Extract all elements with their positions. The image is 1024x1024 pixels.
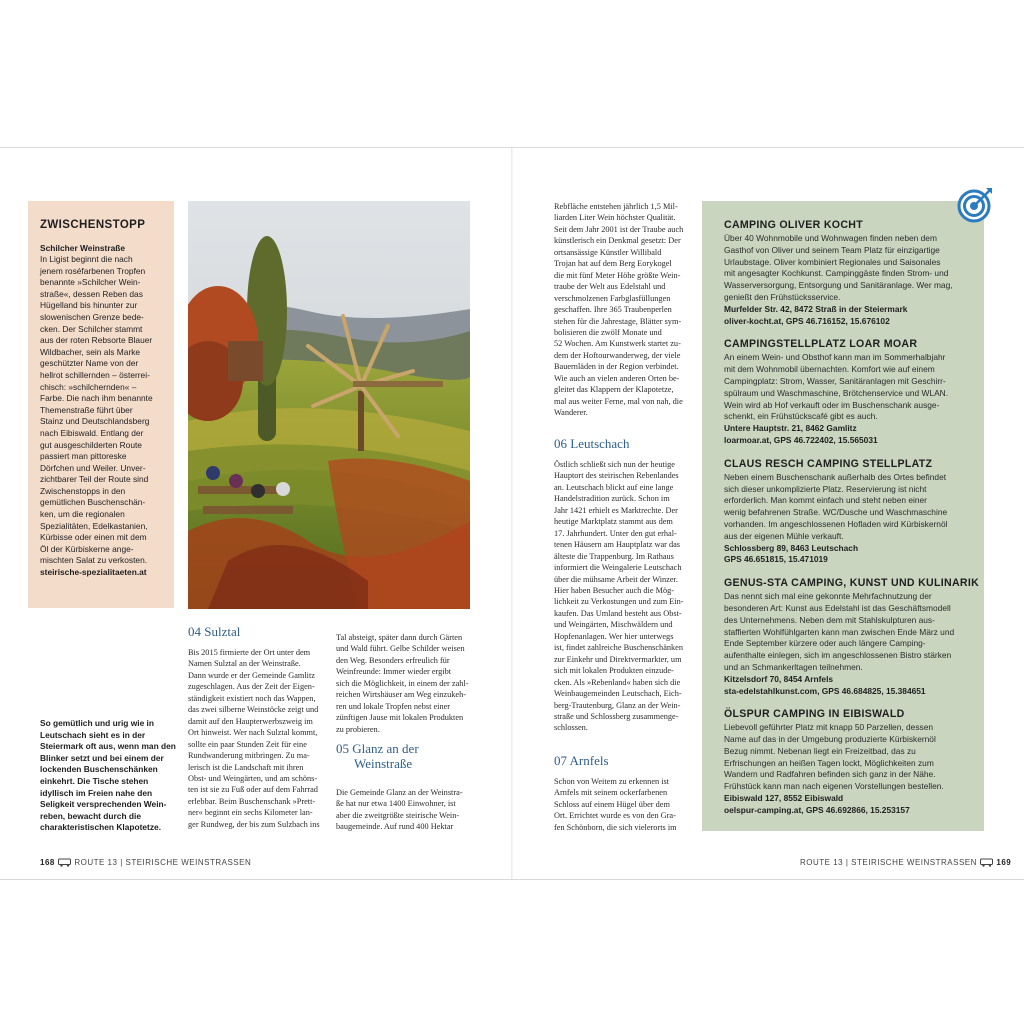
book-spread [0,147,1024,880]
zwischenstopp-title: ZWISCHENSTOPP [40,219,146,231]
camping-entry-body: Liebevoll geführter Platz mit knapp 50 Parzellen, dessen Name auf das in der Umgebung produzierte Kürbiskernöl Bezug nimmt. Nebenan liegt ein Freizeitbad, das zu Erfrischungen an heißen Tagen lockt, Möglichkeiten zum Wandern und Radfahren befinden sich ganz in der Nähe. Frühstück kann man nach eigenen Vorstellungen bestellen. [724,722,944,792]
zwischenstopp-subtitle: Schilcher Weinstraße [40,243,126,253]
section-04-text-cont: Tal absteigt, später dann durch Gärten und Wald führt. Gelbe Schilder weisen den Weg. Besonders erfreulich für Weinfreunde: Immer wieder ergibt sich die Möglichkeit, in einem der zahl- reichen Wirtshäuser am Weg einzukeh- ren und lokale Tropfen nebst einer zünftigen Jause mit lokalen Produkten zu probieren. [336,633,469,734]
zwischenstopp-text: In Ligist beginnt die nach jenem roséfarbenen Tropfen benannte »Schilcher Wein- straße«, dessen Reben das Hügelland bis hinunter zur slowenischen Grenze bede- cken. Der Schilcher stammt aus der roten Rebsorte Blauer Wildbacher, sein als Marke geschützter Name von der hellrot schillernden – österrei- chisch: »schilchernden« – Farbe. Die nach ihm benannte Themenstraße führt über Stainz und Deutschlandsberg nach Eibiswald. Entlang der gut ausgeschilderten Route passiert man pittoreske Dörfchen und Weiler. Unver- zichtbarer Teil der Route sind Zwischenstopps in den gemütlichen Buschenschän- ken, um die regionalen Spezialitäten, Edelkastanien, Kürbisse oder einen mit dem Öl der Kürbiskerne ange- mischten Salat zu verkosten. [40,254,153,566]
camping-entry-body: Neben einem Buschenschank außerhalb des Ortes befindet sich dieser unkomplizierte Platz. Reservierung ist nicht erforderlich. Man kommt einfach und steht neben einer wenig befahrenen Straße. WC/Dusche und Waschmaschine vorhanden. Im angeschlossenen Hofladen wird Kürbiskernöl aus der eigenen Mühle verkauft. [724,471,948,541]
camping-entry-body: Über 40 Wohnmobile und Wohnwagen finden neben dem Gasthof von Oliver und seinem Team Platz für einzigartige Urlaubstage. Oliver kombiniert Regionales und Saisonales mit angesagter Kochkunst. Campinggäste finden Strom- und Wasserversorgung, Entsorgung und Sanitäranlage. Wer mag, genießt den Frühstücksservice. [724,233,953,302]
section-06-title [554,436,629,451]
camping-entry [724,338,984,446]
camping-entry-body: Das nennt sich mal eine gekonnte Mehrfachnutzung der besonderen Art: Kunst aus Edelstahl ist das Geschäftsmodell des Unternehmens. Neben dem mit Stahlskulpturen aus- staffierten Wohlfühlgarten kann man zwischen Ende März und Ende September kürzere oder auch längere Camping- aufenthalte einlegen, sich im angeschlossenen Bistro stärken und an Schmankerltagen teilnehmen. [724,591,955,672]
section-05-name-line1: Glanz an der [352,741,419,756]
vineyard-photo [188,201,470,609]
section-07-number: 07 [554,753,567,768]
section-05-title [336,741,419,756]
section-04-text: Bis 2015 firmierte der Ort unter dem Namen Sulztal an der Weinstraße. Dann wurde er der Gemeinde Gamlitz zugeschlagen. Aus der Zeit der Eigen- ständigkeit existiert noch das Wappen, das zwei silberne Weinstöcke zeigt und damit auf den Haupterwerbszweig im Ort hinweist. Wer nach Sulztal kommt, sollte ein paar Stunden Zeit für eine Rundwanderung mitbringen. Zu ma- lerisch ist die Landschaft mit ihren Obst- und Weingärten, und am schöns- ten ist sie zu Fuß oder auf dem Fahrrad erlebbar. Beim Buschenschank »Prett- ner« beginnt ein sechs Kilometer lan- ger Rundweg, der bis zum Sulzbach ins [188,648,320,829]
section-06-name: Leutschach [570,436,630,451]
section-07-title [554,753,609,768]
camping-entry-title: CAMPINGSTELLPLATZ LOAR MOAR [724,338,918,351]
camping-entry-link: sta-edelstahlkunst.com, GPS 46.684825, 15.384651 [724,685,926,696]
campervan-icon [58,858,72,867]
left-page-number: 168 [40,858,55,867]
page-gutter [511,148,513,879]
right-page-number: 169 [996,858,1012,867]
section-04-number: 04 [188,624,201,639]
camping-entry-title: ÖLSPUR CAMPING IN EIBISWALD [724,708,905,721]
section-05-title-line2: Weinstraße [354,756,413,771]
right-top-text: Rebfläche entstehen jährlich 1,5 Mil- liarden Liter Wein höchster Qualität. Seit dem Jahr 2001 ist der Traube auch künstlerisch ein Denkmal gesetzt: Der ortsansässige Künstler Willibald Trojan hat auf dem Berg Eorykogel die mit fünf Meter Höhe größte Wein- traube der Welt aus Edelstahl und verschmolzenen Farbglasfüllungen geschaffen. Ihre 365 Traubenperlen stehen für die Jahrestage, Blätter sym- bolisieren die zwölf Monate und 52 Wochen. Am Kunstwerk startet zu- dem der Hoftourwanderweg, der viele Bauernläden in der Region verbindet. Wie auch an vielen anderen Orten be- gleitet das Klappern der Klapotetze, mal aus weiter Ferne, mal von nah, die Wanderer. [554,202,684,418]
section-07-text: Schon von Weitem zu erkennen ist Arnfels mit seinem ockerfarbenen Schloss auf einem Hügel über dem Ort. Errichtet wurde es von den Gra- fen Schönborn, die sich vielerorts im [554,777,677,832]
camping-entry-link: oelspur-camping.at, GPS 46.692866, 15.253157 [724,804,910,815]
section-07-name: Arnfels [569,753,609,768]
left-footer-separator: | [120,858,123,867]
left-footer [40,858,251,867]
camping-entry-address: Untere Hauptstr. 21, 8462 Gamlitz [724,423,857,434]
campervan-icon [980,858,994,867]
photo-caption: So gemütlich und urig wie in Leutschach sieht es in der Steiermark oft aus, wenn man den Blinker setzt und bei einem der lockenden Buschenschänken einkehrt. Die Tische stehen idyllisch im Freien nahe den Seligkeit versprechenden Wein- reben, bewacht durch die charakteristischen Klapotetze. [40,718,176,833]
left-footer-chapter: STEIRISCHE WEINSTRASSEN [125,858,252,867]
section-04-title [188,624,240,639]
camping-entry-link: oliver-kocht.at, GPS 46.716152, 15.676102 [724,315,890,326]
right-footer [800,858,1011,867]
section-04-name: Sulztal [204,624,241,639]
camping-entry [724,458,984,566]
section-05-text: Die Gemeinde Glanz an der Weinstra- ße hat nur etwa 1400 Einwohner, ist aber die zweitgrößte steirische Wein- baugemeinde. Auf rund 400 Hektar [336,788,463,832]
camping-entry-title: CAMPING OLIVER KOCHT [724,219,864,231]
camping-entry-address: Kitzelsdorf 70, 8454 Arnfels [724,673,834,684]
right-footer-route: ROUTE 13 [800,858,844,867]
camping-entry-link: GPS 46.651815, 15.471019 [724,554,828,565]
camping-entry-address: Eibiswald 127, 8552 Eibiswald [724,793,844,804]
section-06-number: 06 [554,436,567,451]
camping-entry-link: loarmoar.at, GPS 46.722402, 15.565031 [724,434,878,445]
camping-info-box [702,201,984,831]
camping-entry [724,708,984,816]
camping-entry-address: Schlossberg 89, 8463 Leutschach [724,542,859,553]
right-footer-chapter: STEIRISCHE WEINSTRASSEN [851,858,977,867]
camping-entry [724,219,984,327]
zwischenstopp-url: steirische-spezialitaeten.at [40,567,147,578]
camping-entry-body: An einem Wein- und Obsthof kann man im Sommerhalbjahr mit dem Wohnmobil übernachten. Komfort wie auf einem Campingplatz: Strom, Wasser, Sanitäranlagen mit Geschirr- spülraum und Waschmaschine, Brötchenservice und WLAN. Wein wird ab Hof verkauft oder im Buschenschank ausge- schenkt, ein Frühstückscafé gibt es auch. [724,352,949,422]
vineyard-illustration [188,201,470,609]
right-footer-separator: | [845,858,849,867]
camping-entry-address: Murfelder Str. 42, 8472 Straß in der Steiermark [724,303,908,314]
target-icon [956,184,996,224]
left-footer-route: ROUTE 13 [74,858,118,867]
zwischenstopp-box [28,201,174,608]
camping-entry-title: CLAUS RESCH CAMPING STELLPLATZ [724,457,933,470]
section-06-text: Östlich schließt sich nun der heutige Hauptort des steirischen Rebenlandes an. Leutschach blickt auf eine lange Handelstradition zurück. Schon im Jahr 1421 erhielt es Marktrechte. Der heutige Marktplatz stammt aus dem 17. Jahrhundert. Unter den gut erhal- tenen Häusern am Hauptplatz war das älteste die Trappenburg. Im Rathaus informiert die Weingalerie Leutschach über die mühsame Arbeit der Winzer. Hier haben Besucher auch die Mög- lichkeit zu Verkostungen und zum Ein- kaufen. Das Umland besteht aus Obst- und Weingärten, Mischwäldern und Hopfenanlagen. Wer hier unterwegs ist, findet zahlreiche Buschenschänken zur Einkehr und Direktvermarkter, um sich mit lokalen Produkten einzude- cken. Als »Rebenland« haben sich die Weinbaugemeinden Leutschach, Eich- berg-Trautenburg, Glanz an der Wein- straße und Schlossberg zusammenge- schlossen. [554,460,684,733]
camping-entry-title: GENUS-STA CAMPING, KUNST UND KULINARIK [724,577,980,590]
section-05-number: 05 [336,741,349,756]
camping-entry [724,577,984,697]
